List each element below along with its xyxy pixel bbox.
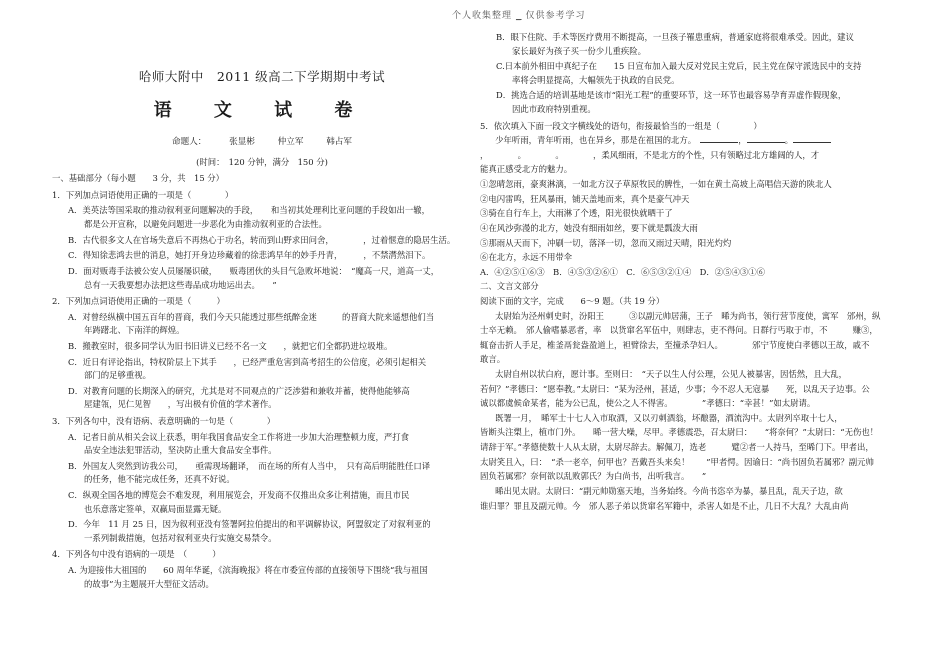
author-name: 韩占军	[326, 136, 352, 147]
option-continuation: 因此市政府特别重视。	[512, 104, 596, 115]
section-heading: 二、文言文部分	[480, 281, 539, 292]
passage-line: ， 。 。 ，柔风细雨，不是北方的个性，只有领略过北方雄阔的人，才	[480, 149, 820, 160]
reading-stem: 阅读下面的文字，完成 6～9 题。（共 19 分）	[480, 295, 665, 306]
sentence-item: ③骑在自行车上，大雨淋了个透，阳光很快就晒干了	[480, 208, 673, 219]
subject-title: 语 文 试 卷	[153, 99, 371, 121]
question-1-stem: 1．下列加点词语使用正确的一项是（ ）	[52, 189, 234, 200]
passage-line: 少年听雨，青年听雨，也在异乡，那是在祖国的北方。 ， 。	[480, 134, 905, 147]
fill-blank	[747, 134, 785, 143]
option-text: B．外国友人突然到访我公司， 亟需现场翻译， 而在场的所有人当中， 只有高后明能胜任口译	[68, 460, 431, 471]
option-continuation: 部门的足够重视。	[84, 370, 151, 381]
question-2-stem: 2．下列加点词语使用正确的一项是（ ）	[52, 296, 225, 307]
option-continuation: 率将会明显提高，大幅领先于执政的自民党。	[512, 74, 680, 85]
option-text: B．古代很多文人在官场失意后不再热心于功名，转而到山野求田问舍， ，过着惬意的隐居生活。	[68, 234, 456, 245]
author-name: 仲立军	[277, 136, 304, 147]
section-heading: 一、基础部分（每小题 3 分，共 15 分）	[52, 173, 225, 184]
right-column	[480, 28, 905, 514]
option-continuation: 屋建瓴，见仁见智 ，写出极有价值的学术著作。	[84, 399, 277, 410]
question-3-stem: 3．下列各句中，没有语病、表意明确的一句是（ ）	[52, 416, 276, 426]
option-continuation: 一系列制裁措施，包括对叙利亚央行实施交易禁令。	[84, 532, 277, 543]
passage-line: 太尉始为泾州刺史时，汾阳王 ③以副元帅居蒲，王子 晞为尚书，领行营节度使，寓军 邠州，纵	[495, 310, 881, 321]
passage-line: 请辞于军。”孝德使数十人从太尉，太尉尽辞去。解佩刀，选老 躄②者一人持马，至晞门下。甲者出，	[480, 442, 874, 453]
passage-line: 太尉自州以状白府，愿计事。至则曰： “天子以生人付公理，公见人被暴害，因恬然，且大乱，	[495, 369, 847, 380]
option-text: A．对曾经纵横中国五百年的晋商，我们今天只能透过那些纸醉金迷 的晋商大院来遥想他们当	[68, 311, 435, 322]
sentence-item: ④在风沙弥漫的北方，她没有细雨如丝，要下就是瓢泼大雨	[480, 222, 698, 233]
passage-line: 谁归罪？罪且及副元帅。今 邠人恶子弟以货窜名军籍中，杀害人如是不止，几日不大乱？大乱由尚	[480, 500, 849, 511]
passage-line: 敢言。	[480, 354, 506, 365]
option-continuation: 的任务，他不能完成任务，还真不好说。	[84, 474, 235, 485]
sentence-item: ①忽晴忽雨，豪爽淋漓，一如北方汉子草原牧民的脾性，一如在黄土高坡上高唱信天游的陕北人	[480, 179, 832, 190]
fill-blank	[700, 134, 738, 143]
option-continuation: 年踌躇北、下南洋的辉煌。	[84, 325, 185, 336]
passage-line: 固负若属邪？奈何欲以乱败郭氏？为白尚书，出听我言。 ”	[480, 471, 707, 482]
option-text: A．记者日前从相关会议上获悉，明年我国食品安全工作将进一步加大治理整顿力度，严打食	[68, 431, 410, 442]
passage-line: 既署一月， 晞军士十七人入市取酒，又以刃刺酒翁，坏酿器，酒流沟中。太尉列卒取十七人，	[495, 412, 843, 423]
option-text: C．近日有评论指出，特权阶层上下其手 ，已经严重危害到高考招生的公信度，必须引起相关	[68, 356, 427, 367]
watermark-left: 个人收集整理	[452, 11, 513, 21]
option-text: D．挑选合适的培训基地是该市“阳光工程”的重要环节，这一环节也最容易孕育弄虚作假现象，	[496, 90, 847, 101]
option-text: D．对教育问题的长期深入的研究，尤其是对不同观点的广泛涉猎和兼收并蓄，使得他能够高	[68, 385, 410, 396]
option-text: B．搬教室时，很多同学认为旧书旧讲义已经不名一文 ，就把它们全都扔进垃圾堆。	[68, 340, 393, 351]
sentence-item: ⑤那雨从天而下，冲刷一切，落泽一切，忽而又雨过天晴，阳光灼灼	[480, 237, 732, 248]
option-continuation: 的故事”为主题展开大型征文活动。	[84, 578, 214, 589]
option-text: A．美英法等国采取的推动叙利亚问题解决的手段， 和当初其处理利比亚问题的手段如出一辙，	[68, 205, 430, 216]
sentence-item: ⑥在北方，永远不用带伞	[480, 252, 573, 263]
question-4-stem: 4．下列各句中没有语病的一项是 （ ）	[52, 549, 221, 560]
passage-line: 晞出见太尉。太尉曰：“副元帅勋塞天地，当务始终。今尚书恣卒为暴，暴且乱，乱天子边，欲	[495, 485, 843, 496]
authors-line	[52, 136, 472, 149]
passage-line: 士卒无赖。 邠人偷嗜暴恶者，率 以货窜名军伍中，则肆志，吏不得问。日群行丐取于市，不 赚③，	[480, 325, 878, 336]
passage-line: 能真正感受北方的魅力。	[480, 164, 573, 175]
option-text: C．得知徐悲鸿去世的消息，她打开身边珍藏着的徐悲鸿早年的妙手丹青， ，不禁潸然泪下。	[68, 250, 431, 261]
passage-text: 少年听雨，青年听雨，也在异乡，那是在祖国的北方。	[495, 135, 701, 146]
sentence-item: ②电闪雷鸣，狂风暴雨，铺天盖地而来，真个是豪气冲天	[480, 193, 690, 204]
option-text: B．眼下住院、手术等医疗费用不断提高，一旦孩子罹患重病，普通家庭将很难承受。因此，建议	[496, 32, 854, 42]
answer-choices: A．④②⑤①⑥③ B．④⑤③②⑥① C．⑥⑤③②①④ D．②⑤④③①⑥	[480, 266, 765, 277]
option-continuation: 也乐意落定签单，双赢局面显露无疑。	[84, 503, 227, 514]
option-continuation: 都是公开宣称，以避免问题进一步恶化为由推动叙利亚的合法性。	[84, 219, 327, 230]
option-text: C.日本前外相田中真纪子在 15 日宣布加入最大反对党民主党后，民主党在保守派选民中的支持	[496, 61, 862, 72]
passage-line: 若何？”孝德曰：“愿奉教。”太尉曰：“某为泾州，甚适，少事；今不忍人无寇暴 死，以乱天子边事。公	[480, 383, 870, 394]
passage-line: 辄奋击折人手足，椎釜鬲瓮盎盈道上，袒臂徐去，至撞杀孕妇人。 邠宁节度使白孝德以王故，戚不	[480, 339, 870, 350]
option-text: D．今年 11 月 25 日，因为叙利亚没有签署阿拉伯提出的和平调解协议，阿盟叙定了对叙利亚的	[68, 519, 431, 530]
watermark-sep: _	[516, 11, 522, 21]
question-5-stem: 5．依次填入下面一段文字横线处的语句，衔接最恰当的一组是（ ）	[480, 120, 762, 131]
passage-line: 皆断头注槊上，植市门外。 晞一营大噪，尽甲。孝德震恐，召太尉曰： “将奈何？”太尉曰：“无伤也！	[480, 427, 879, 438]
passage-line: 诚以都虞候命某者，能为公已乱，使公之人不得害。 ”孝德曰：“幸甚！”如太尉请。	[480, 398, 816, 409]
time-info: (时间： 120 分钟，满分 150 分)	[196, 156, 328, 167]
fill-blank	[793, 134, 831, 143]
watermark-right: 仅供参考学习	[525, 11, 586, 21]
option-text: A. 为迎接伟大祖国的 60 周年华诞，《滨海晚报》将在市委宣传部的直接领导下围绕“我与祖国	[68, 565, 428, 576]
exam-title: 哈师大附中 2011 级高二下学期期中考试	[138, 69, 386, 84]
option-text: D．面对贩毒手法被公安人员屡屡识破， 贩毒团伙的头目气急败坏地说： “魔高一尺，道高一丈，	[68, 265, 440, 276]
passage-line: 太尉笑且入，曰： “杀一老卒，何甲也？吾戴吾头来矣！ ”甲者愕。因谕曰：“尚书固负若属邪？副元帅	[480, 456, 874, 467]
left-column	[52, 28, 472, 592]
watermark	[452, 8, 590, 21]
option-text: C．纵观全国各地的博览会不难发现，利用展览会，开发商不仅推出众多让利措施，而且市民	[68, 490, 410, 501]
author-name: 张显彬	[229, 136, 255, 147]
option-continuation: 家长最好为孩子买一份少儿重疾险。	[512, 45, 646, 56]
authors-label: 命题人：	[172, 136, 207, 147]
option-continuation: 品安全违法犯罪活动，坚决防止重大食品安全事件。	[84, 445, 277, 456]
option-continuation: 总有一天我要想办法把这些毒品成功地运出去。 ”	[84, 279, 277, 290]
